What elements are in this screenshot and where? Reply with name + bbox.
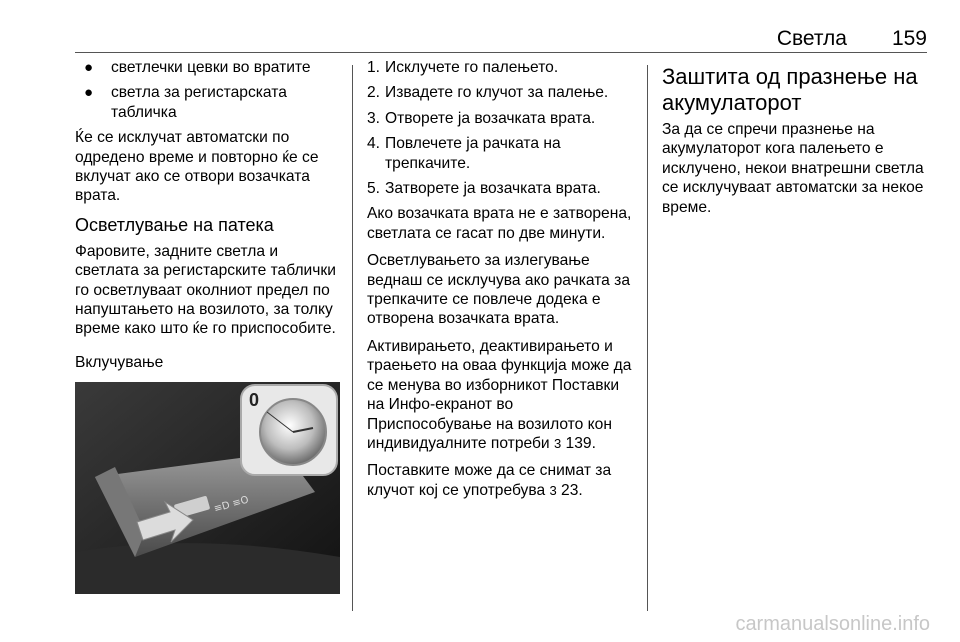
column-1 <box>75 58 340 594</box>
paragraph <box>367 337 637 453</box>
watermark: carmanualsonline.info <box>735 613 930 635</box>
section-heading: Заштита од празнење на акумулаторот <box>662 64 918 115</box>
bullet-list <box>75 58 340 122</box>
list-item <box>367 179 637 198</box>
bullet-icon: ● <box>84 59 94 76</box>
list-item <box>367 109 637 128</box>
subheading-label: Вклучување <box>75 353 164 371</box>
column-2 <box>367 58 637 508</box>
paragraph: Фаровите, задните светла и светлата за регистарските таблички го осветлуваат околниот предел по напуштањето на возилото, за толку време како што ќе го приспособите. <box>75 242 336 338</box>
paragraph-text: Поставките може да се снимат за клучот кој се употребува <box>367 462 612 499</box>
list-item-text: светла за регистарската табличка <box>111 84 287 121</box>
list-item <box>75 58 340 77</box>
step-text: Повлечете ја рачката на трепкачите. <box>385 135 561 172</box>
list-item <box>75 83 340 122</box>
step-number: 2. <box>367 84 381 102</box>
paragraph-text: Активирањето, деактивирањето и траењето на оваа функција може да се менува во изборникот Поставки на Инфо-екранот во Приспособување на возилото кон индивидуалните потреби <box>367 337 632 452</box>
step-number: 1. <box>367 59 381 76</box>
column-divider-1 <box>352 65 353 611</box>
figure-label: 0 <box>249 390 260 411</box>
page-reference[interactable]: 23. <box>556 481 583 499</box>
step-text: Затворете ја возачката врата. <box>385 180 601 198</box>
step-number: 3. <box>367 109 381 127</box>
step-number: 5. <box>367 180 381 198</box>
page-number: 159 <box>891 27 927 50</box>
step-number: 4. <box>367 135 381 153</box>
page-reference-icon: 3 <box>549 482 557 498</box>
paragraph: За да се спречи празнење на акумулаторот кога палењето е исклучено, некои внатрешни светла се исклучуваат автоматски за некое време. <box>662 121 924 216</box>
turn-signal-lever-figure <box>75 382 340 594</box>
list-item <box>367 134 637 173</box>
header-rule <box>75 52 927 53</box>
step-text: Извадете го клучот за палење. <box>385 84 609 102</box>
paragraph: Ќе се исклучат автоматски по одредено време и повторно ќе се вклучат ако се отвори возачката врата. <box>75 129 319 205</box>
steps-list <box>367 58 637 198</box>
paragraph: Осветлувањето за излегување веднаш се исклучува ако рачката за трепкачите се повлече додека е отворена возачката врата. <box>367 252 630 328</box>
step-text: Исклучете го палењето. <box>385 59 559 76</box>
lever-illustration <box>75 382 340 594</box>
header-title: Светла <box>776 27 847 50</box>
page-reference[interactable]: 139. <box>561 434 596 452</box>
page-header <box>75 27 927 51</box>
bullet-icon: ● <box>84 84 94 102</box>
column-divider-2 <box>647 65 648 611</box>
list-item-text: светлечки цевки во вратите <box>111 59 311 76</box>
svg-text:≡D ≡O: ≡D ≡O <box>212 494 250 516</box>
section-heading: Осветлување на патека <box>75 214 274 235</box>
page-reference-icon: 3 <box>553 435 562 451</box>
column-3 <box>662 58 930 225</box>
list-item <box>367 83 637 102</box>
paragraph: Ако возачката врата не е затворена, светлата се гасат по две минути. <box>367 205 632 242</box>
paragraph <box>367 461 637 500</box>
list-item <box>367 58 637 77</box>
step-text: Отворете ја возачката врата. <box>385 109 596 127</box>
